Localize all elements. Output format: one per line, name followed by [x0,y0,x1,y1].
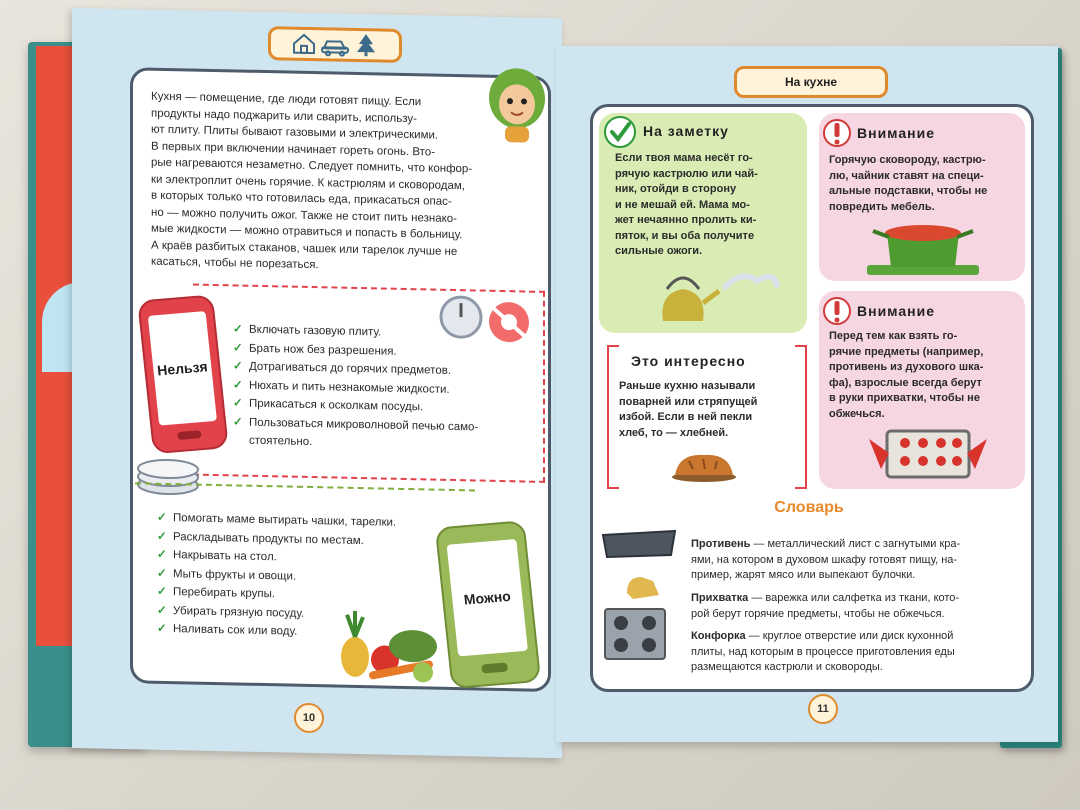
intro-text: Кухня — помещение, где люди готовят пищу. Если продукты надо поджарить или сварить, использу- ют плиту. Плиты бывают газовыми и электрическими. В первых при включении начинает гореть огонь. Вто- рые нагреваются незаметно. Следует помнить, что конфор- ки электроплит очень горячие. К кастрюлям и сковородам, в которых только что готовилась еда, прикасаться опас- но — можно получить ожог. Также не стоит пить незнако- мые жидкости — можно отравиться и попасть в больницу. А краёв разбитых стаканов, чашек или тарелок лучше не касаться, чтобы не порезаться. [151,90,473,272]
forbidden-item: ✓ Нюхать и пить незнакомые жидкости. [233,376,533,401]
forbidden-item: ✓ Дотрагиваться до горячих предметов. [233,357,533,382]
allowed-phone [435,520,541,689]
forbidden-item: ✓ Пользоваться микроволновой печью само-стоятельно. [233,413,533,456]
note-title: На заметку [643,123,729,139]
allowed-label: Можно [463,587,512,608]
right-content-panel [590,104,1034,692]
oven-mitt-icon [623,573,663,603]
pot-on-stand-image [863,213,983,279]
baking-tray-image [865,425,991,485]
warning-card-2 [819,291,1025,489]
warning1-title: Внимание [857,125,935,141]
forbidden-label: Нельзя [156,358,209,379]
allowed-item: ✓ Перебирать крупы. [157,583,427,607]
glossary-title: Словарь [774,499,844,516]
header-icons-pill [268,26,402,63]
allowed-item: ✓ Убирать грязную посуду. [157,601,427,625]
forbidden-item: ✓ Прикасаться к осколкам посуды. [233,394,533,419]
allowed-item: ✓ Помогать маме вытирать чашки, тарелки. [157,509,427,533]
interesting-title: Это интересно [631,353,746,369]
plates-stack-icon [133,454,203,497]
interesting-box [607,345,807,489]
stovetop-icon [603,607,667,661]
page-title: На кухне [734,66,888,98]
glossary-entry: Конфорка — круглое отверстие или диск кухонной плиты, над которым в процессе приготовления еды размещаются кастрюли и сковороды. [691,630,955,673]
left-content-panel [130,67,551,692]
left-page [72,8,562,758]
house-icon [294,35,314,53]
glossary-term: Противень [691,538,751,550]
allowed-item: ✓ Мыть фрукты и овощи. [157,564,427,588]
page-number-right: 11 [808,694,838,724]
exclamation-icon [823,117,851,149]
glossary-term: Прихватка [691,592,749,604]
warning-card-1 [819,113,1025,281]
forbidden-list [233,320,533,456]
note-card [599,113,807,333]
exclamation-icon [823,295,851,327]
car-icon [322,41,348,56]
glossary-entry: Прихватка — варежка или салфетка из ткани, кото- рой берут горячие предметы, чтобы не обжечься. [691,592,960,620]
kettle-image [653,263,783,329]
glossary-entry: Противень — металлический лист с загнутыми кра- ями, на котором в духовом шкафу готовят пищу, на- пример, жарят мясо или выпекают булочки. [691,538,961,581]
vegetables-image [333,604,443,686]
allowed-item: ✓ Раскладывать продукты по местам. [157,527,427,551]
warning2-text: Перед тем как взять го- рячие предметы (например, противень из духового шка- фа), взрослые всегда берут в руки прихватки, чтобы не обжечься. [829,330,984,420]
warning1-text: Горячую сковороду, кастрю- лю, чайник ставят на специ- альные подставки, чтобы не повредить мебель. [829,154,988,213]
forbidden-phone [137,294,229,454]
glossary-term: Конфорка [691,630,746,642]
right-page [556,46,1058,742]
checkmark-icon [603,115,637,149]
forbidden-item: ✓ Включать газовую плиту. [233,320,533,345]
page-number-left: 10 [294,703,324,734]
warning2-title: Внимание [857,303,935,319]
note-text: Если твоя мама несёт го- рячую кастрюлю или чай- ник, отойди в сторону и не мешай ей. Мама мо- жет нечаянно пролить ки- пяток, и вы оба получите сильные ожоги. [615,152,758,257]
tree-icon [357,34,375,56]
allowed-item: ✓ Накрывать на стол. [157,546,427,570]
baking-sheet-icon [599,525,679,561]
header-icons [280,29,390,57]
interesting-text: Раньше кухню называли поварней или стряпущей избой. Если в ней пекли хлеб, то — хлебней. [619,380,758,439]
forbidden-item: ✓ Брать нож без разрешения. [233,339,533,364]
bread-image [669,449,739,483]
allowed-item: ✓ Наливать сок или воду. [157,620,427,644]
mascot-character [485,64,549,145]
